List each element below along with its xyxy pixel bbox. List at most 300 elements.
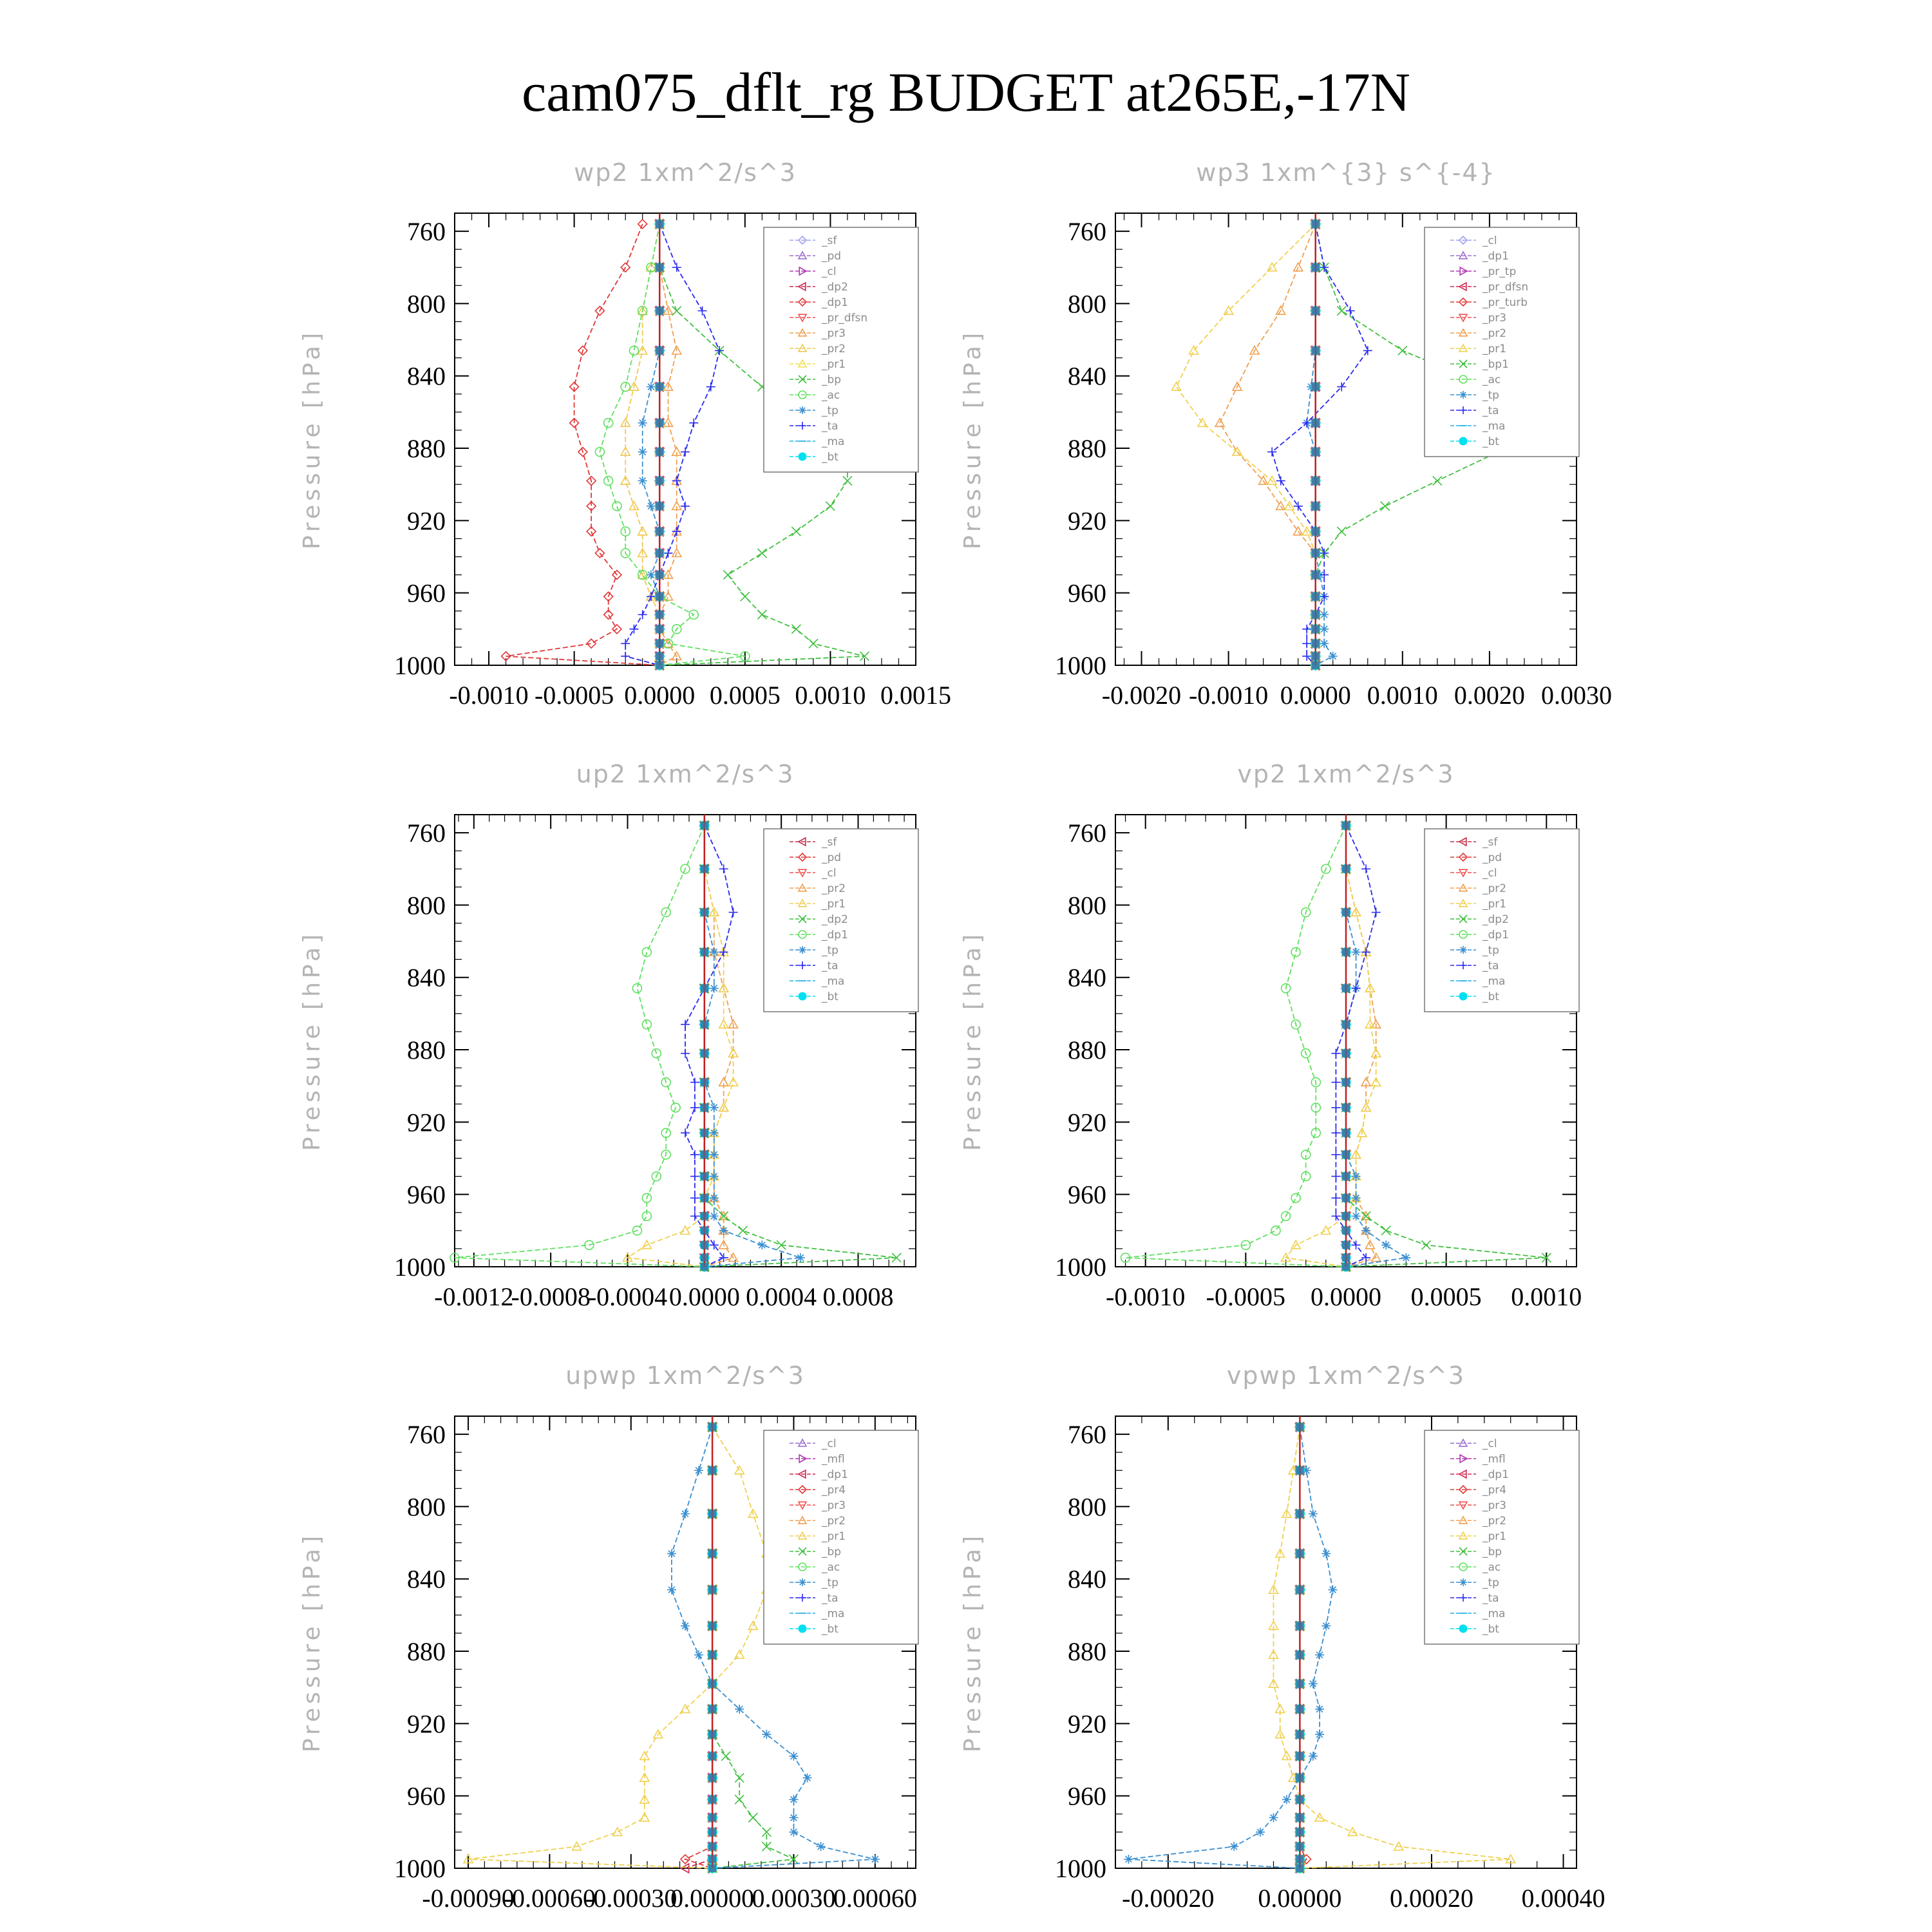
panel-upwp: [299, 1361, 918, 1913]
data-point_bp: [723, 571, 732, 580]
legend-label_dp1: _dp1: [1482, 250, 1509, 263]
data-point_ta: [1302, 625, 1311, 634]
data-point_ta: [621, 652, 630, 661]
legend-label_sf: _sf: [822, 234, 837, 247]
legend-label_pr1: _pr1: [1482, 898, 1507, 911]
zero-profile-marker: [1296, 1828, 1303, 1836]
y-tick-label: 920: [1068, 1108, 1106, 1137]
zero-profile-marker: [656, 383, 663, 391]
data-point_ta: [1331, 1150, 1340, 1159]
legend-label_pr4: _pr4: [1482, 1484, 1507, 1497]
x-tick-label: 0.0000: [1280, 681, 1351, 710]
zero-profile-marker: [701, 865, 708, 873]
panel-up2: [299, 760, 918, 1311]
x-tick-label: 0.0005: [1410, 1282, 1482, 1311]
panel-title: vpwp 1xm^2/s^3: [1226, 1361, 1466, 1390]
data-point_ta: [690, 1103, 699, 1112]
y-axis-label: Pressure [hPa]: [299, 930, 325, 1151]
data-point_bp: [826, 502, 835, 511]
data-point_tp: [1361, 1226, 1370, 1235]
data-point_tp: [1320, 610, 1329, 619]
y-tick-label: 800: [1068, 1492, 1106, 1522]
x-tick-label: -0.00060: [503, 1884, 596, 1913]
data-point_tp: [638, 448, 647, 457]
legend-label_ta: _ta: [822, 960, 838, 972]
data-point_tp: [762, 1730, 771, 1739]
data-point_ta: [690, 1150, 699, 1159]
x-tick-label: -0.0012: [434, 1282, 514, 1311]
data-point_tp: [710, 1211, 719, 1220]
data-point_tp: [681, 1510, 690, 1519]
legend-label_tp: _tp: [1482, 944, 1499, 957]
y-tick-label: 840: [1068, 1564, 1106, 1594]
zero-profile-marker: [1312, 263, 1320, 271]
legend-label_ma: _ma: [1482, 420, 1506, 433]
legend-label_ma: _ma: [822, 435, 845, 448]
legend-label_pr2: _pr2: [822, 882, 846, 895]
y-tick-label: 880: [1068, 1036, 1106, 1065]
data-point_ta: [729, 908, 738, 917]
panel-title: up2 1xm^2/s^3: [576, 760, 795, 788]
zero-profile-marker: [656, 220, 663, 228]
legend-marker_bt: [1459, 1625, 1467, 1633]
data-point_tp: [1315, 1705, 1324, 1714]
zero-profile-marker: [701, 1129, 708, 1137]
data-point_pr2: [1276, 502, 1285, 510]
zero-profile-marker: [708, 1549, 716, 1557]
zero-profile-marker: [1342, 1104, 1350, 1112]
data-point_bp: [757, 549, 766, 558]
series_dp1: [450, 821, 709, 1271]
panel-title: upwp 1xm^2/s^3: [565, 1361, 805, 1390]
data-point_tp: [1329, 652, 1338, 661]
data-point_tp: [710, 984, 719, 993]
data-point_bp: [843, 477, 852, 486]
x-tick-label: 0.0000: [624, 681, 696, 710]
legend-label_tp: _tp: [1482, 1577, 1499, 1589]
data-point_dp2: [739, 1226, 748, 1235]
legend-label_bp: _bp: [1482, 1546, 1502, 1558]
data-point_dp1: [1291, 1193, 1300, 1202]
x-tick-label: -0.0010: [449, 681, 529, 710]
x-tick-label: -0.0005: [1206, 1282, 1286, 1311]
data-point_pr1: [613, 1828, 622, 1836]
y-tick-label: 880: [407, 1637, 446, 1667]
y-tick-label: 960: [1068, 1781, 1106, 1811]
zero-profile-marker: [708, 1586, 716, 1594]
zero-profile-marker: [701, 1151, 708, 1159]
data-point_ta: [1331, 1193, 1340, 1202]
zero-profile-marker: [1296, 1586, 1303, 1594]
data-point_tp: [757, 1240, 766, 1249]
data-point_ta: [1276, 477, 1285, 486]
zero-profile-marker: [708, 1864, 716, 1872]
zero-profile-marker: [1342, 985, 1350, 992]
data-point_ac: [629, 346, 638, 355]
legend-label_bp: _bp: [822, 374, 842, 386]
x-tick-label: 0.00040: [1521, 1884, 1605, 1913]
zero-profile-marker: [656, 592, 663, 600]
legend-label_ta: _ta: [1482, 1592, 1499, 1605]
y-tick-label: 920: [1068, 506, 1106, 536]
data-point_tp: [1381, 1240, 1390, 1249]
x-tick-label: -0.0005: [534, 681, 614, 710]
data-point_tp: [694, 1651, 703, 1660]
legend-label_ta: _ta: [822, 1592, 838, 1605]
y-tick-label: 760: [407, 819, 446, 848]
data-point_ta: [1294, 502, 1303, 511]
zero-profile-marker: [708, 1680, 716, 1688]
zero-profile-marker: [708, 1651, 716, 1659]
data-point_ta: [689, 419, 698, 428]
zero-profile-marker: [1296, 1622, 1303, 1630]
legend: [1425, 1430, 1579, 1644]
y-tick-label: 960: [1068, 578, 1106, 608]
x-tick-label: 0.0005: [709, 681, 781, 710]
zero-profile-marker: [708, 1795, 716, 1803]
zero-profile-marker: [1342, 1129, 1350, 1137]
data-point_bp: [791, 527, 800, 536]
legend-marker_bt: [799, 453, 806, 460]
legend-label_pr2: _pr2: [1482, 327, 1507, 340]
y-tick-label: 1000: [394, 1854, 446, 1883]
zero-profile-marker: [701, 1263, 708, 1271]
legend-label_dp2: _dp2: [1482, 913, 1509, 926]
data-point_tp: [638, 419, 647, 428]
data-point_ta: [663, 549, 672, 558]
legend-label_cl: _cl: [822, 265, 837, 278]
legend-label_cl: _cl: [1482, 1437, 1497, 1450]
data-point_dp1: [1291, 947, 1300, 956]
legend-label_ma: _ma: [822, 1607, 845, 1620]
y-tick-label: 880: [407, 434, 446, 464]
x-tick-label: 0.0004: [746, 1282, 817, 1311]
data-point_tp: [1282, 1795, 1291, 1804]
y-tick-label: 880: [1068, 1637, 1106, 1667]
zero-profile-marker: [708, 1466, 716, 1474]
zero-profile-marker: [1312, 611, 1320, 618]
data-point_tp: [1321, 1622, 1331, 1631]
legend-label_pr_turb: _pr_turb: [1482, 296, 1528, 309]
y-tick-label: 920: [407, 1709, 446, 1739]
y-axis-label: Pressure [hPa]: [960, 1531, 986, 1753]
legend-label_mfl: _mfl: [1482, 1453, 1506, 1466]
zero-profile-marker: [1342, 1263, 1350, 1271]
data-point_pr1: [681, 1226, 690, 1235]
zero-profile-marker: [701, 1212, 708, 1220]
data-point_tp: [710, 1193, 719, 1202]
data-point_ta: [719, 864, 728, 873]
zero-profile-marker: [1342, 1227, 1350, 1235]
zero-profile-marker: [1342, 948, 1350, 956]
data-point_tp: [1269, 1813, 1278, 1822]
series_pr1: [623, 821, 738, 1271]
zero-profile-marker: [708, 1774, 716, 1782]
series_ta: [1267, 220, 1372, 670]
y-tick-label: 760: [407, 217, 446, 247]
zero-profile-marker: [1312, 625, 1320, 633]
legend-label_dp1: _dp1: [1482, 1468, 1509, 1481]
zero-profile-marker: [1312, 527, 1320, 535]
data-point_bp: [791, 625, 800, 634]
legend-marker_tp: [1459, 1578, 1467, 1586]
data-point_bp: [741, 592, 750, 601]
zero-profile-marker: [701, 948, 708, 956]
y-axis-label: Pressure [hPa]: [960, 930, 986, 1151]
data-point_ta: [1361, 864, 1370, 873]
zero-profile-marker: [656, 448, 663, 456]
zero-profile-marker: [701, 1241, 708, 1249]
zero-profile-marker: [708, 1842, 716, 1850]
data-point_tp: [710, 1172, 719, 1181]
zero-profile-marker: [708, 1423, 716, 1431]
y-tick-label: 1000: [394, 1253, 446, 1282]
zero-profile-marker: [708, 1855, 716, 1863]
series_pr2: [1215, 220, 1320, 669]
legend-label_bp1: _bp1: [1482, 358, 1509, 371]
legend-label_pr2: _pr2: [1482, 882, 1507, 895]
x-tick-label: 0.0010: [1367, 681, 1438, 710]
x-tick-label: 0.0000: [1311, 1282, 1381, 1311]
series_tp: [1124, 1423, 1337, 1873]
y-tick-label: 960: [1068, 1180, 1106, 1209]
legend-label_cl: _cl: [822, 1437, 837, 1450]
legend-label_cl: _cl: [1482, 867, 1497, 880]
data-point_ta: [690, 1172, 699, 1181]
data-point_tp: [1329, 1586, 1338, 1595]
zero-profile-marker: [1296, 1705, 1303, 1713]
data-point_tp: [710, 1128, 719, 1137]
zero-profile-marker: [701, 822, 708, 829]
zero-profile-marker: [656, 571, 663, 579]
zero-profile-marker: [708, 1730, 716, 1738]
data-point_tp: [1309, 1510, 1318, 1519]
zero-profile-marker: [1296, 1855, 1303, 1863]
data-point_ta: [621, 639, 630, 648]
data-point_tp: [1309, 1752, 1318, 1761]
data-point_tp: [681, 1622, 690, 1631]
data-point_dp2: [1422, 1240, 1431, 1249]
legend-label_pr1: _pr1: [1482, 1530, 1507, 1543]
zero-profile-marker: [1296, 1549, 1303, 1557]
legend-label_tp: _tp: [1482, 389, 1499, 402]
data-point_tp: [710, 947, 719, 956]
y-tick-label: 960: [407, 1180, 446, 1209]
legend-label_pr_tp: _pr_tp: [1482, 265, 1517, 278]
y-tick-label: 840: [407, 361, 446, 391]
panel-vp2: [960, 760, 1582, 1311]
zero-profile-marker: [1312, 661, 1320, 669]
legend: [764, 1430, 918, 1644]
x-tick-label: -0.0010: [1188, 681, 1269, 710]
zero-profile-marker: [1342, 1151, 1350, 1159]
zero-profile-marker: [656, 527, 663, 535]
data-point_ta: [690, 1211, 699, 1220]
legend-label_dp1: _dp1: [1482, 929, 1509, 942]
legend: [764, 227, 918, 472]
zero-profile-marker: [656, 639, 663, 647]
data-point_tp: [694, 1466, 703, 1475]
data-point_bp: [757, 610, 766, 619]
data-point_tp: [647, 571, 656, 580]
zero-profile-marker: [701, 1227, 708, 1235]
data-point_dp2: [1381, 1226, 1390, 1235]
panel-title: vp2 1xm^2/s^3: [1237, 760, 1455, 788]
series_dp1: [1121, 821, 1350, 1271]
legend-label_bt: _bt: [1482, 990, 1499, 1003]
y-tick-label: 840: [1068, 361, 1106, 391]
legend-marker_bt: [1459, 992, 1467, 1000]
data-point_tp: [1256, 1828, 1265, 1837]
zero-profile-marker: [1312, 307, 1320, 315]
data-point_ta: [1302, 639, 1311, 648]
zero-profile-marker: [1296, 1680, 1303, 1688]
series_ta: [621, 220, 724, 670]
legend: [764, 829, 918, 1012]
zero-profile-marker: [1312, 448, 1320, 456]
x-tick-label: 0.00000: [1258, 1884, 1342, 1913]
legend-label_pr3: _pr3: [822, 327, 846, 340]
legend-label_ta: _ta: [1482, 404, 1499, 417]
zero-profile-marker: [1312, 383, 1320, 391]
y-tick-label: 920: [407, 506, 446, 536]
legend-label_bt: _bt: [822, 1623, 838, 1636]
data-point_bp: [748, 1813, 757, 1822]
legend-label_tp: _tp: [822, 944, 838, 957]
legend-label_bt: _bt: [1482, 1623, 1499, 1636]
legend-label_pr2: _pr2: [1482, 1515, 1507, 1528]
zero-profile-marker: [1296, 1814, 1303, 1821]
zero-profile-marker: [1342, 1241, 1350, 1249]
legend-label_ma: _ma: [1482, 1607, 1506, 1620]
zero-profile-marker: [1312, 346, 1320, 354]
data-point_tp: [1309, 1680, 1318, 1689]
data-point_pr2: [1294, 263, 1303, 271]
y-tick-label: 800: [407, 289, 446, 319]
data-point_tp: [789, 1795, 798, 1804]
zero-profile-marker: [1342, 1254, 1350, 1262]
x-tick-label: -0.0004: [587, 1282, 668, 1311]
panel-title: wp3 1xm^{3} s^{-4}: [1196, 158, 1496, 187]
data-point_tp: [1401, 1253, 1410, 1262]
legend-label_tp: _tp: [822, 1577, 838, 1589]
legend-label_pr1: _pr1: [822, 898, 846, 911]
y-axis-label: Pressure [hPa]: [299, 328, 325, 550]
x-tick-label: 0.0030: [1541, 681, 1612, 710]
legend-label_dp1: _dp1: [822, 296, 848, 309]
data-point_ta: [672, 263, 681, 272]
zero-profile-marker: [656, 419, 663, 427]
zero-profile-marker: [1312, 652, 1320, 660]
zero-profile-marker: [708, 1814, 716, 1821]
series-line_dp1: [1126, 826, 1346, 1267]
y-tick-label: 880: [407, 1036, 446, 1065]
data-point_tp: [1124, 1855, 1133, 1864]
zero-profile-marker: [1296, 1774, 1303, 1782]
zero-profile-marker: [1342, 1173, 1350, 1180]
legend-marker_tp: [799, 946, 806, 954]
legend-label_dp2: _dp2: [822, 281, 848, 294]
y-tick-label: 760: [1068, 1420, 1106, 1450]
zero-profile-marker: [701, 1104, 708, 1112]
zero-profile-marker: [1312, 571, 1320, 579]
legend-marker_bt: [799, 992, 806, 1000]
y-tick-label: 880: [1068, 434, 1106, 464]
zero-profile-marker: [1296, 1466, 1303, 1474]
zero-profile-marker: [1312, 502, 1320, 510]
zero-profile-marker: [656, 346, 663, 354]
zero-profile-marker: [1312, 419, 1320, 427]
data-point_ta: [681, 448, 690, 457]
legend-label_pr3: _pr3: [822, 1499, 846, 1512]
legend-marker_tp: [1459, 391, 1467, 399]
legend-label_ma: _ma: [1482, 975, 1506, 988]
zero-profile-marker: [1296, 1752, 1303, 1760]
zero-profile-marker: [701, 1254, 708, 1262]
x-tick-label: -0.00020: [1122, 1884, 1215, 1913]
data-point_ta: [1331, 1128, 1340, 1137]
zero-profile-marker: [701, 1079, 708, 1086]
legend-label_pr4: _pr4: [822, 1484, 846, 1497]
y-tick-label: 1000: [1055, 1854, 1106, 1883]
legend-label_dp1: _dp1: [822, 929, 848, 942]
data-point_ta: [681, 1128, 690, 1137]
legend-label_ta: _ta: [822, 420, 838, 433]
data-point_tp: [789, 1828, 798, 1837]
data-point_tp: [667, 1586, 676, 1595]
data-point_pr1: [735, 1651, 744, 1659]
data-point_ac: [604, 419, 613, 428]
zero-profile-marker: [1296, 1510, 1303, 1518]
data-point_tp: [1352, 947, 1361, 956]
legend-marker_tp: [799, 406, 806, 414]
data-point_dp1: [1271, 1226, 1280, 1235]
data-point_dp1: [632, 984, 641, 993]
panel-title: wp2 1xm^2/s^3: [574, 158, 797, 187]
data-point_bp1: [1381, 502, 1390, 511]
zero-profile-marker: [708, 1705, 716, 1713]
series_pr1: [1172, 220, 1320, 669]
data-point_tp: [871, 1855, 880, 1864]
data-point_tp: [1352, 1211, 1361, 1220]
legend-label_sf: _sf: [822, 836, 837, 849]
legend-marker_tp: [799, 1578, 806, 1586]
y-tick-label: 760: [1068, 217, 1106, 247]
legend-label_pr3: _pr3: [1482, 312, 1507, 325]
zero-profile-marker: [1296, 1651, 1303, 1659]
data-point_tp: [796, 1253, 805, 1262]
zero-profile-marker: [1342, 1212, 1350, 1220]
x-tick-label: 0.0020: [1454, 681, 1525, 710]
data-point_ac: [612, 502, 621, 511]
legend-label_ac: _ac: [822, 1561, 840, 1574]
panel-vpwp: [960, 1361, 1605, 1913]
zero-profile-marker: [656, 502, 663, 510]
zero-profile-marker: [1312, 477, 1320, 485]
data-point_tp: [1352, 1172, 1361, 1181]
data-point_bp1: [1398, 346, 1407, 355]
data-point_dp1: [642, 1020, 651, 1029]
zero-profile-marker: [708, 1752, 716, 1760]
legend-label_pd: _pd: [1482, 851, 1502, 864]
legend-label_ac: _ac: [822, 389, 840, 402]
x-tick-label: 0.00060: [833, 1884, 917, 1913]
legend-label_pr2: _pr2: [822, 1515, 846, 1528]
legend-label_ac: _ac: [1482, 374, 1501, 386]
data-point_ta: [1331, 1211, 1340, 1220]
zero-profile-marker: [1342, 1194, 1350, 1202]
data-point_tp: [647, 502, 656, 511]
